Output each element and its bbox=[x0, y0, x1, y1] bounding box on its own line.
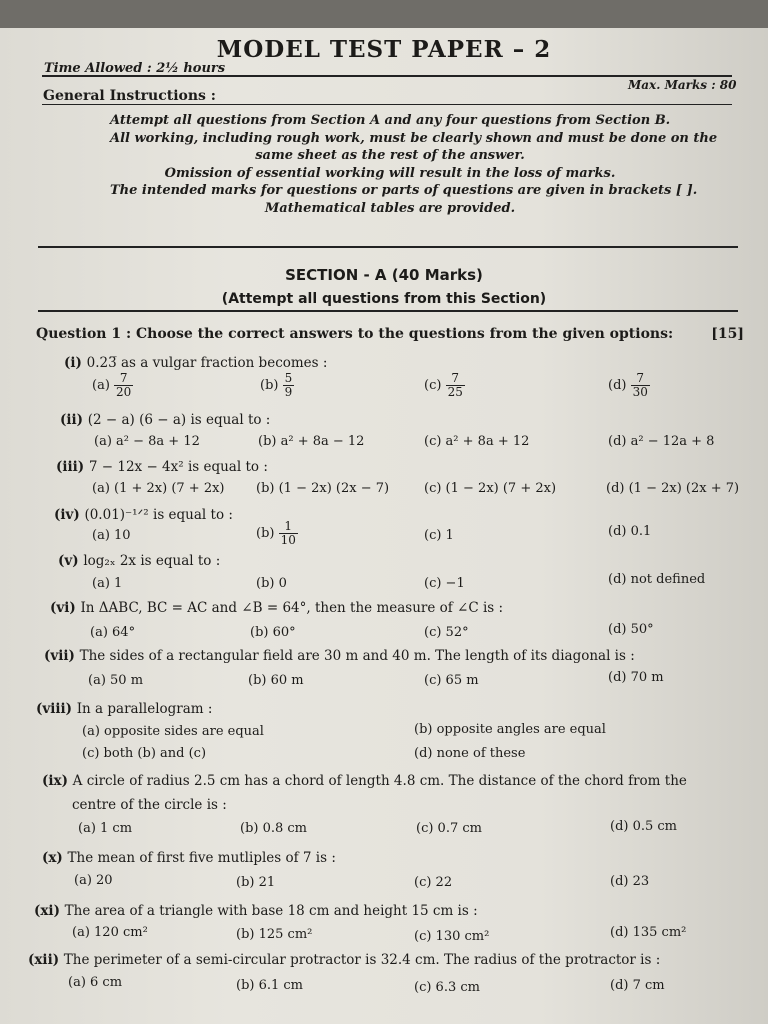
fraction: $\frac{1}{10}$ bbox=[280, 519, 296, 547]
answer-option: (b) $\frac{5}{9}$ bbox=[260, 371, 293, 399]
answer-option: (a) 20 bbox=[74, 873, 113, 888]
question-number: (xi) bbox=[34, 903, 65, 919]
question-text: The area of a triangle with base 18 cm and height 15 cm is : bbox=[64, 903, 478, 919]
question-item bbox=[42, 850, 336, 866]
answer-option: (a) a² − 8a + 12 bbox=[94, 434, 200, 449]
answer-option: (b) 60 m bbox=[248, 673, 304, 688]
answer-option: (d) 23 bbox=[610, 874, 650, 889]
question-number: (v) bbox=[58, 553, 84, 569]
instructions-block bbox=[110, 112, 718, 217]
question-number: (x) bbox=[42, 850, 68, 866]
question-number: (iii) bbox=[56, 459, 89, 475]
question-number: (vi) bbox=[50, 600, 81, 616]
answer-option: (d) (1 − 2x) (2x + 7) bbox=[606, 481, 740, 496]
section-subheading: (Attempt all questions from this Section) bbox=[221, 291, 547, 307]
section-heading: SECTION - A (40 Marks) bbox=[285, 266, 483, 284]
answer-option: (b) 60° bbox=[250, 625, 296, 640]
answer-option: (c) $\frac{7}{25}$ bbox=[424, 371, 463, 399]
question-number: (i) bbox=[64, 355, 87, 371]
answer-option: (b) $\frac{1}{10}$ bbox=[256, 519, 296, 547]
answer-option: (d) none of these bbox=[414, 746, 526, 761]
answer-option: (d) 7 cm bbox=[610, 978, 665, 993]
answer-option: (c) both (b) and (c) bbox=[82, 746, 207, 761]
answer-option: (a) 1 cm bbox=[78, 821, 133, 836]
question-item bbox=[58, 553, 220, 569]
question-1 bbox=[36, 326, 744, 342]
answer-option: (c) (1 − 2x) (7 + 2x) bbox=[424, 481, 557, 496]
answer-option: (b) 6.1 cm bbox=[236, 978, 304, 993]
answer-option: (d) 0.5 cm bbox=[610, 819, 678, 834]
fraction: $\frac{5}{9}$ bbox=[284, 371, 293, 399]
question-text: log₂ₓ 2x is equal to : bbox=[83, 553, 221, 569]
answer-option: (c) 130 cm² bbox=[414, 929, 490, 944]
answer-option: (c) a² + 8a + 12 bbox=[424, 434, 530, 449]
answer-option: (b) 125 cm² bbox=[236, 927, 313, 942]
question-item bbox=[28, 952, 660, 968]
answer-option: (b) (1 − 2x) (2x − 7) bbox=[256, 481, 390, 496]
answer-option: (d) 135 cm² bbox=[610, 925, 687, 940]
answer-option: (c) 1 bbox=[424, 528, 454, 543]
question-item bbox=[44, 648, 635, 664]
question-1-marks: [15] bbox=[711, 326, 744, 342]
question-item bbox=[36, 701, 212, 717]
time-allowed: Time Allowed : 2½ hours bbox=[44, 61, 226, 76]
instruction-line: Omission of essential working will result in the loss of marks. bbox=[164, 165, 616, 181]
answer-option: (d) 70 m bbox=[608, 670, 664, 685]
answer-option: (a) 10 bbox=[92, 528, 131, 543]
answer-option: (a) 120 cm² bbox=[72, 925, 148, 940]
answer-option: (a) (1 + 2x) (7 + 2x) bbox=[92, 481, 225, 496]
paper-title: MODEL TEST PAPER – 2 bbox=[216, 36, 552, 63]
answer-option: (c) 22 bbox=[414, 875, 453, 890]
question-item bbox=[50, 600, 503, 616]
answer-option: (d) 0.1 bbox=[608, 524, 652, 539]
general-instructions-heading: General Instructions : bbox=[43, 88, 216, 104]
answer-option: (c) 65 m bbox=[424, 673, 479, 688]
answer-option: (a) 64° bbox=[90, 625, 136, 640]
answer-option: (a) 50 m bbox=[88, 673, 144, 688]
question-text-continued: centre of the circle is : bbox=[72, 797, 227, 813]
answer-option: (d) not defined bbox=[608, 572, 706, 587]
instruction-line: same sheet as the rest of the answer. bbox=[255, 148, 525, 163]
question-number: (ix) bbox=[42, 773, 73, 789]
instruction-line: All working, including rough work, must be clearly shown and must be done on the bbox=[110, 130, 718, 146]
instruction-line: The intended marks for questions or parts of questions are given in brackets [ ]. bbox=[110, 183, 698, 198]
header-rule-bottom bbox=[42, 104, 732, 105]
question-number: (viii) bbox=[36, 701, 77, 717]
question-number: (vii) bbox=[44, 648, 80, 664]
question-item bbox=[56, 459, 268, 475]
question-item bbox=[42, 773, 687, 789]
instruction-line: Mathematical tables are provided. bbox=[264, 200, 516, 216]
answer-option: (b) 0 bbox=[256, 576, 287, 591]
question-item bbox=[34, 903, 478, 919]
answer-option: (c) 6.3 cm bbox=[414, 980, 480, 995]
question-text: 7 − 12x − 4x² is equal to : bbox=[88, 459, 268, 475]
fraction: $\frac{7}{25}$ bbox=[447, 371, 463, 399]
question-number: (iv) bbox=[54, 507, 85, 523]
section-rule-bottom bbox=[38, 310, 738, 312]
answer-option: (b) a² + 8a − 12 bbox=[258, 434, 365, 449]
answer-option: (b) 21 bbox=[236, 875, 276, 890]
answer-option: (c) −1 bbox=[424, 576, 465, 591]
answer-option: (d) 50° bbox=[608, 622, 654, 637]
answer-option: (a) 6 cm bbox=[68, 975, 123, 990]
answer-option: (d) a² − 12a + 8 bbox=[608, 434, 715, 449]
answer-option: (a) $\frac{7}{20}$ bbox=[92, 371, 132, 399]
question-text: A circle of radius 2.5 cm has a chord of length 4.8 cm. The distance of the chord from the bbox=[72, 773, 687, 789]
max-marks: Max. Marks : 80 bbox=[628, 78, 737, 92]
section-rule-top bbox=[38, 246, 738, 248]
question-text: 0.23̅ as a vulgar fraction becomes : bbox=[86, 355, 328, 371]
question-text: The sides of a rectangular field are 30 m and 40 m. The length of its diagonal is : bbox=[79, 648, 635, 664]
answer-option: (a) 1 bbox=[92, 576, 123, 591]
question-text: The perimeter of a semi-circular protractor is 32.4 cm. The radius of the protractor is : bbox=[63, 952, 661, 968]
question-number: (ii) bbox=[60, 412, 88, 428]
question-text: In ΔABC, BC = AC and ∠B = 64°, then the measure of ∠C is : bbox=[80, 600, 504, 616]
question-number: (xii) bbox=[28, 952, 64, 968]
question-item bbox=[54, 507, 233, 523]
instruction-line: Attempt all questions from Section A and any four questions from Section B. bbox=[110, 113, 671, 128]
question-text: The mean of first five mutliples of 7 is : bbox=[67, 850, 336, 866]
fraction: $\frac{7}{30}$ bbox=[632, 371, 648, 399]
answer-option: (c) 0.7 cm bbox=[416, 821, 482, 836]
question-text: In a parallelogram : bbox=[76, 701, 213, 717]
answer-option: (c) 52° bbox=[424, 625, 469, 640]
question-text: (2 − a) (6 − a) is equal to : bbox=[87, 412, 271, 428]
answer-option: (a) opposite sides are equal bbox=[82, 724, 264, 739]
question-item bbox=[60, 412, 270, 428]
fraction: $\frac{7}{20}$ bbox=[116, 371, 132, 399]
answer-option: (b) opposite angles are equal bbox=[414, 722, 606, 737]
answer-option: (d) $\frac{7}{30}$ bbox=[608, 371, 648, 399]
question-1-text: Question 1 : Choose the correct answers to the questions from the given options: bbox=[36, 326, 674, 342]
question-item bbox=[64, 355, 327, 371]
question-text: (0.01)⁻¹ᐟ² is equal to : bbox=[84, 507, 233, 523]
answer-option: (b) 0.8 cm bbox=[240, 821, 308, 836]
